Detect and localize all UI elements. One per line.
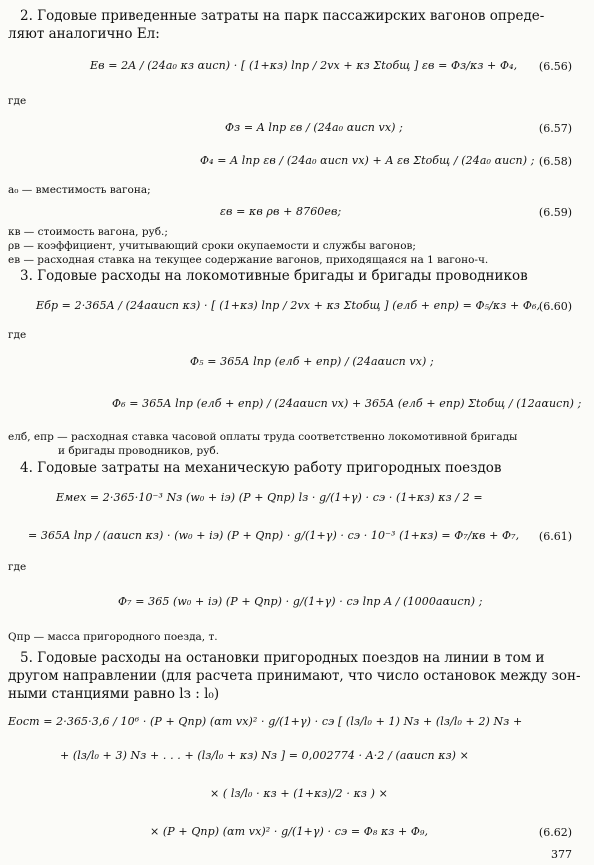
equation-number-6-56: (6.56) [538,60,572,73]
definition-a0: a₀ — вместимость вагона; [8,184,151,196]
definition-e-v: eв — расходная ставка на текущее содержание вагонов, приходящаяся на 1 вагоно-ч. [8,254,489,266]
definition-e-lb-e-pr-line2: и бригады проводников, руб. [58,445,220,457]
equation-number-6-59: (6.59) [538,206,572,219]
definition-rho-v: ρв — коэффициент, учитывающий сроки окупаемости и службы вагонов; [8,240,416,252]
equation-6-62-line2: + (lз/l₀ + 3) Nз + . . . + (lз/l₀ + κз) Nз ] = 0,002774 · A·2 / (aαисп κз) × [60,749,469,762]
definition-q-pr: Qпр — масса пригородного поезда, т. [8,631,218,643]
page-number: 377 [551,848,572,861]
equation-6-59: εв = κв ρв + 8760eв; [220,205,342,218]
equation-6-61-line1: Eмех = 2·365·10⁻³ Nз (w₀ + iэ) (P + Qпр) lз · g/(1+γ) · cэ · (1+κз) κз / 2 = [56,491,483,504]
equation-6-62-line4: × (P + Qпр) (αт vх)² · g/(1+γ) · cэ = Φ₈ κз + Φ₉, [150,825,429,838]
section-5-heading-line1: 5. Годовые расходы на остановки пригородных поездов на линии в том и [20,650,545,666]
equation-6-60: Eбр = 2·365A / (24aαисп κз) · [ (1+κз) lпр / 2vх + κз Σtобщ ] (eлб + eпр) = Φ₅/κз + Φ₆, [36,299,541,312]
equation-phi7: Φ₇ = 365 (w₀ + iэ) (P + Qпр) · g/(1+γ) · cэ lпр A / (1000aαисп) ; [118,595,483,608]
where-label-3: где [8,561,27,573]
equation-6-62-line3: × ( lз/l₀ · κз + (1+κз)/2 · κз ) × [210,787,388,800]
equation-6-62-line1: Eост = 2·365·3,6 / 10⁶ · (P + Qпр) (αт vх)² · g/(1+γ) · cэ [ (lз/l₀ + 1) Nз + (lз/l₀ + 2) Nз + [8,715,523,728]
definition-e-lb-e-pr-line1: eлб, eпр — расходная ставка часовой оплаты труда соответственно локомотивной бригады [8,431,518,443]
equation-6-58: Φ₄ = A lпр εв / (24a₀ αисп vх) + A εв Σtобщ / (24a₀ αисп) ; [200,154,535,167]
equation-number-6-60: (6.60) [538,300,572,313]
equation-phi5: Φ₅ = 365A lпр (eлб + eпр) / (24aαисп vх) ; [190,355,434,368]
equation-6-57: Φз = A lпр εв / (24a₀ αисп vх) ; [225,121,403,134]
equation-6-61-line2: = 365A lпр / (aαисп κз) · (w₀ + iэ) (P + Qпр) · g/(1+γ) · cэ · 10⁻³ (1+κз) = Φ₇/κв + Φ₇, [28,529,520,542]
equation-phi6: Φ₆ = 365A lпр (eлб + eпр) / (24aαисп vх) + 365A (eлб + eпр) Σtобщ / (12aαисп) ; [112,397,582,410]
equation-number-6-61: (6.61) [538,530,572,543]
section-2-heading-line2: ляют аналогично Eл: [8,26,160,42]
section-5-heading-line2: другом направлении (для расчета принимают, что число остановок между зон- [8,668,581,684]
equation-6-56: Eв = 2A / (24a₀ κз αисп) · [ (1+κз) lпр / 2vх + κз Σtобщ ] εв = Φз/κз + Φ₄, [90,59,518,72]
where-label-2: где [8,329,27,341]
equation-number-6-62: (6.62) [538,826,572,839]
where-label-1: где [8,95,27,107]
equation-number-6-58: (6.58) [538,155,572,168]
equation-number-6-57: (6.57) [538,122,572,135]
section-2-heading-line1: 2. Годовые приведенные затраты на парк пассажирских вагонов опреде- [20,8,545,24]
definition-kv: κв — стоимость вагона, руб.; [8,226,168,238]
section-4-heading: 4. Годовые затраты на механическую работу пригородных поездов [20,460,502,476]
section-5-heading-line3: ными станциями равно lз : l₀) [8,686,220,702]
section-3-heading: 3. Годовые расходы на локомотивные бригады и бригады проводников [20,268,528,284]
